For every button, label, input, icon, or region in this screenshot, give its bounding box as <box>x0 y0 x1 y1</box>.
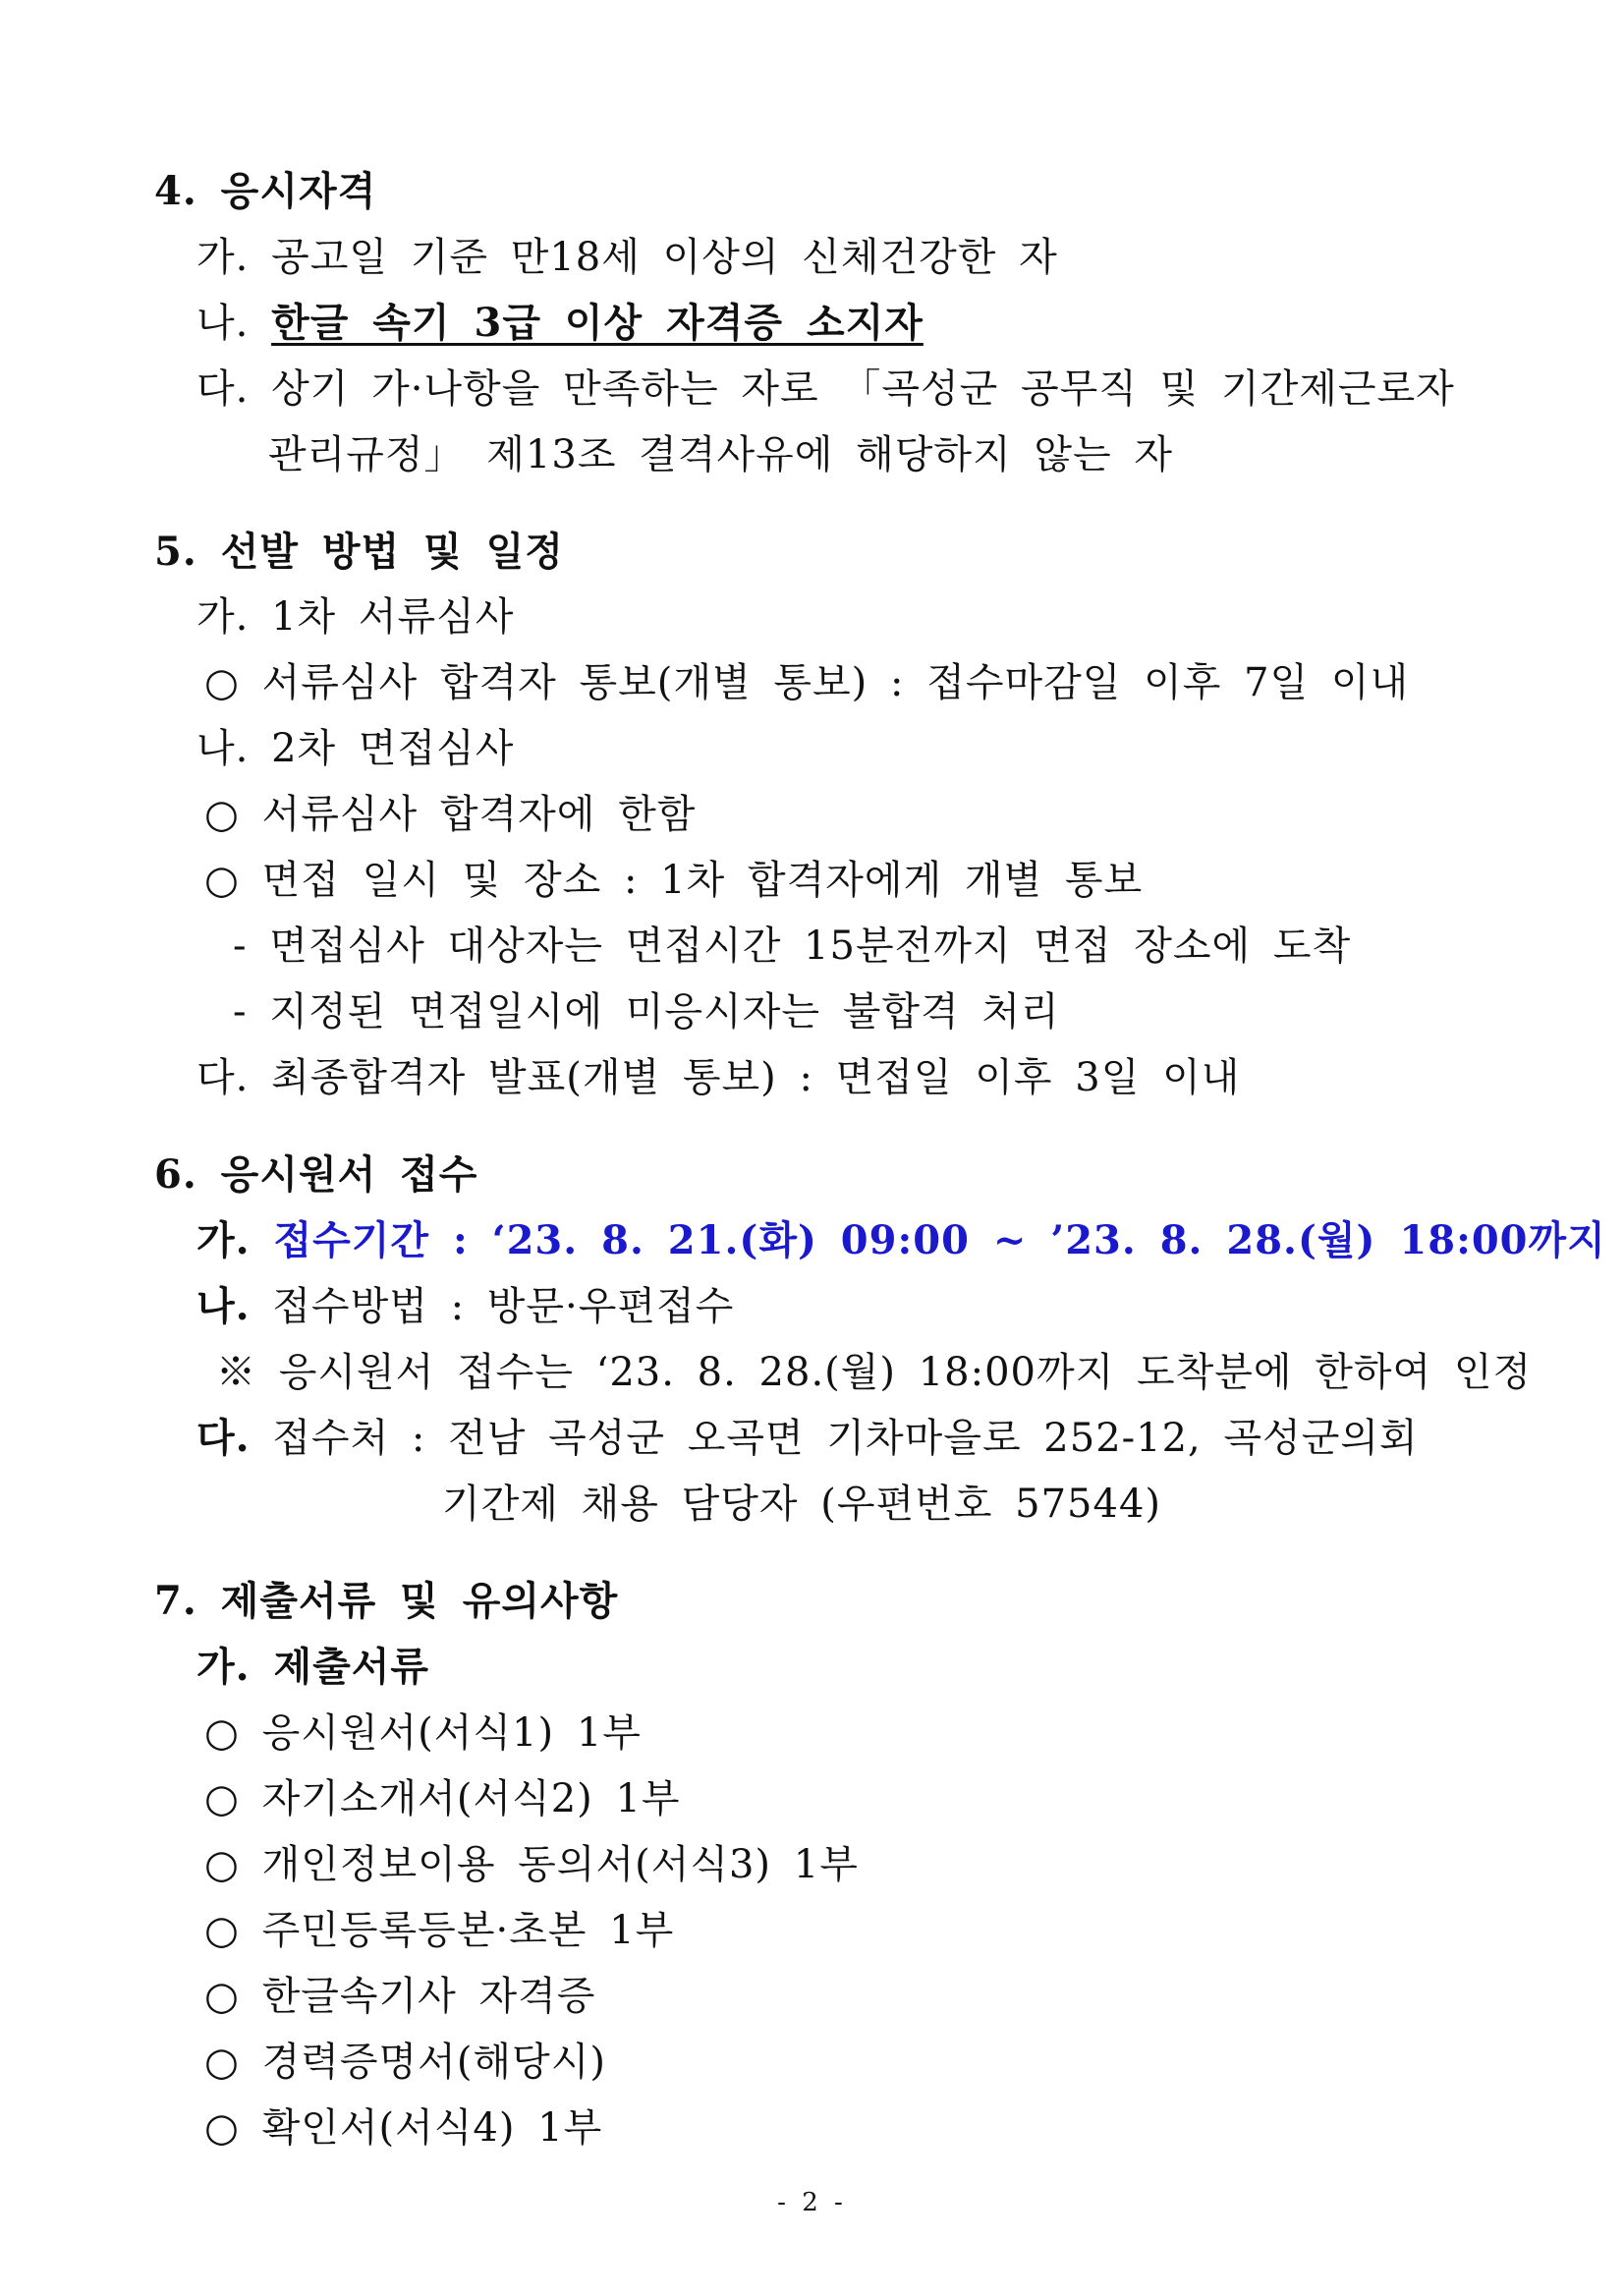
s4-item-da-line1: 다. 상기 가·나항을 만족하는 자로 「곡성군 공무직 및 기간제근로자 <box>196 366 1455 412</box>
s5-item-na: 나. 2차 면접심사 <box>196 726 515 771</box>
s4-item-ga: 가. 공고일 기준 만18세 이상의 신체건강한 자 <box>196 235 1058 280</box>
s4-na-underlined-text: 한글 속기 3급 이상 자격증 소지자 <box>271 300 924 346</box>
s6-na-mark: 나. <box>196 1283 251 1329</box>
s6-ga-mark: 가. <box>196 1217 274 1263</box>
s7-item-ga: 가. 제출서류 <box>196 1644 430 1690</box>
s7-doc-4: ○ 주민등록등본·초본 1부 <box>204 1908 675 1953</box>
s6-item-ga <box>196 1211 1606 1270</box>
section-5-heading: 5. 선발 방법 및 일정 <box>154 529 564 575</box>
s7-doc-5: ○ 한글속기사 자격증 <box>204 1974 596 2019</box>
s5-item-da: 다. 최종합격자 발표(개별 통보) : 면접일 이후 3일 이내 <box>196 1055 1241 1100</box>
s6-note: ※ 응시원서 접수는 ‘23. 8. 28.(월) 18:00까지 도착분에 한하여 인정 <box>216 1350 1533 1395</box>
s5-na-dash-2: - 지정된 면접일시에 미응시자는 불합격 처리 <box>233 989 1060 1035</box>
s6-item-na <box>196 1277 734 1336</box>
s6-da-text-line2: 기간제 채용 담당자 (우편번호 57544) <box>442 1482 1161 1527</box>
section-7-heading: 7. 제출서류 및 유의사항 <box>154 1578 619 1624</box>
section-4-heading: 4. 응시자격 <box>154 168 377 214</box>
s4-item-da-line2: 관리규정」 제13조 결격사유에 해당하지 않는 자 <box>268 432 1173 477</box>
s7-doc-3: ○ 개인정보이용 동의서(서식3) 1부 <box>204 1842 859 1887</box>
s7-doc-6: ○ 경력증명서(해당시) <box>204 2040 606 2085</box>
s5-na-dash-1: - 면접심사 대상자는 면접시간 15분전까지 면접 장소에 도착 <box>233 924 1352 969</box>
s7-doc-2: ○ 자기소개서(서식2) 1부 <box>204 1776 681 1821</box>
s5-na-circle-2: ○ 면접 일시 및 장소 : 1차 합격자에게 개별 통보 <box>204 858 1144 903</box>
s4-item-na <box>196 294 924 353</box>
s5-ga-circle-1: ○ 서류심사 합격자 통보(개별 통보) : 접수마감일 이후 7일 이내 <box>204 660 1410 705</box>
s5-na-circle-1: ○ 서류심사 합격자에 한함 <box>204 792 697 837</box>
s4-na-mark: 나. <box>196 301 272 346</box>
s6-ga-blue-text: 접수기간 : ‘23. 8. 21.(화) 09:00 ~ ’23. 8. 28.(월) 18:00까지 <box>273 1217 1606 1263</box>
s5-item-ga: 가. 1차 서류심사 <box>196 594 515 640</box>
s7-doc-1: ○ 응시원서(서식1) 1부 <box>204 1710 642 1756</box>
s6-da-mark: 다. <box>196 1415 251 1461</box>
s7-doc-7: ○ 확인서(서식4) 1부 <box>204 2105 603 2151</box>
s6-na-text: 접수방법 : 방문·우편접수 <box>250 1284 735 1329</box>
s6-item-da <box>196 1409 1419 1468</box>
s6-da-text: 접수처 : 전남 곡성군 오곡면 기차마을로 252-12, 곡성군의회 <box>250 1416 1419 1461</box>
section-6-heading: 6. 응시원서 접수 <box>154 1151 478 1198</box>
page-number: - 2 - <box>777 2188 847 2217</box>
